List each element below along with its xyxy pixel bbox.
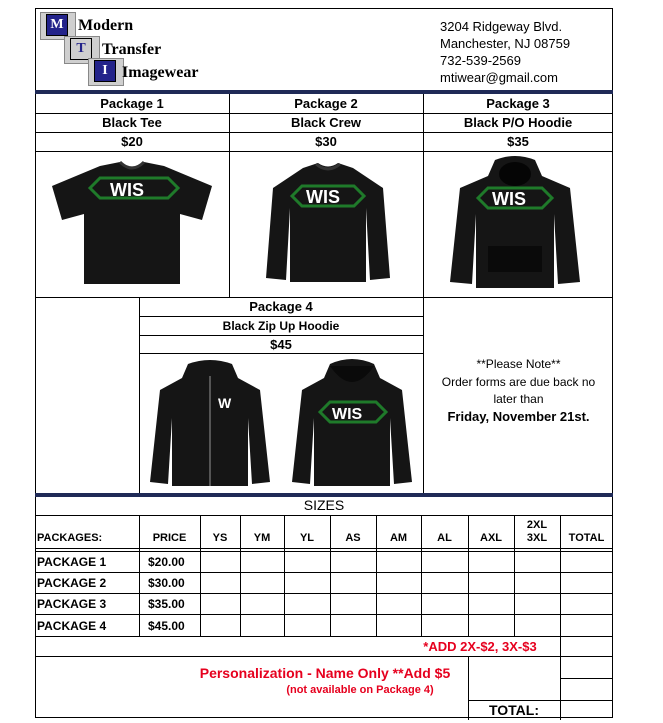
package-4-price: $45 xyxy=(270,337,292,352)
package-3-name: Package 3 xyxy=(486,96,550,111)
row-3-package: PACKAGE 3 xyxy=(37,597,107,611)
note-deadline: Friday, November 21st. xyxy=(447,409,590,424)
logo-letter-t: T xyxy=(70,38,92,60)
package-1-name: Package 1 xyxy=(100,96,164,111)
company-address xyxy=(440,18,570,86)
black-crew-image xyxy=(258,158,398,288)
company-logo xyxy=(40,12,205,87)
divider xyxy=(35,151,613,152)
package-1-print: WIS xyxy=(110,180,144,200)
header-ym: YM xyxy=(253,532,271,544)
personalization-text: Personalization - Name Only **Add $5 xyxy=(199,665,451,681)
divider xyxy=(35,551,613,552)
row-4-package: PACKAGE 4 xyxy=(37,619,107,633)
package-2-price: $30 xyxy=(315,134,337,149)
note-line-2: later than xyxy=(493,392,544,406)
header-packages: PACKAGES: xyxy=(37,532,103,544)
package-3-item: Black P/O Hoodie xyxy=(463,115,573,130)
divider xyxy=(35,614,613,615)
divider xyxy=(35,572,613,573)
package-3-price: $35 xyxy=(507,134,529,149)
address-email: mtiwear@gmail.com xyxy=(440,70,558,85)
note-line-1: Order forms are due back no xyxy=(441,375,596,389)
header-am: AM xyxy=(389,532,408,544)
row-2-package: PACKAGE 2 xyxy=(37,576,107,590)
header-al: AL xyxy=(437,532,452,544)
row-1-package: PACKAGE 1 xyxy=(37,555,107,569)
package-1-price: $20 xyxy=(121,134,143,149)
header-ys: YS xyxy=(212,532,228,544)
row-2-price: $30.00 xyxy=(148,576,185,590)
header-as: AS xyxy=(345,532,361,544)
address-street: 3204 Ridgeway Blvd. xyxy=(440,19,563,34)
black-po-hoodie-image xyxy=(440,154,590,294)
personalization-note: (not available on Package 4) xyxy=(286,684,434,696)
header-yl: YL xyxy=(299,532,315,544)
divider xyxy=(35,515,613,516)
header-price: PRICE xyxy=(152,532,187,544)
note-title: **Please Note** xyxy=(476,357,561,371)
header-axl: AXL xyxy=(480,532,502,544)
package-4-name: Package 4 xyxy=(249,299,313,314)
package-1-item: Black Tee xyxy=(102,115,162,130)
package-2-print: WIS xyxy=(306,187,340,207)
package-3-print: WIS xyxy=(492,189,526,209)
total-label: TOTAL: xyxy=(488,702,540,718)
zip-hoodie-front-image xyxy=(148,358,273,488)
black-tee-image xyxy=(40,158,225,288)
size-surcharge: *ADD 2X-$2, 3X-$3 xyxy=(423,639,537,654)
logo-letter-i: I xyxy=(94,60,116,82)
header-total: TOTAL xyxy=(568,532,605,544)
address-phone: 732-539-2569 xyxy=(440,53,521,68)
row-3-price: $35.00 xyxy=(148,597,185,611)
divider xyxy=(35,548,613,549)
logo-word-imagewear: Imagewear xyxy=(122,64,199,81)
divider xyxy=(35,593,613,594)
row-4-price: $45.00 xyxy=(148,619,185,633)
package-4-print-back: WIS xyxy=(332,406,363,423)
address-city: Manchester, NJ 08759 xyxy=(440,36,571,51)
row-1-price: $20.00 xyxy=(148,555,185,569)
divider xyxy=(468,700,613,701)
sizes-title: SIZES xyxy=(303,497,345,513)
divider xyxy=(35,656,613,657)
logo-word-transfer: Transfer xyxy=(102,41,162,58)
logo-word-modern: Modern xyxy=(78,17,134,34)
header-2xl: 2XL xyxy=(526,519,548,531)
logo-letter-m: M xyxy=(46,14,68,36)
package-2-name: Package 2 xyxy=(294,96,358,111)
package-2-item: Black Crew xyxy=(290,115,362,130)
package-4-print-front: W xyxy=(218,395,232,411)
header-3xl: 3XL xyxy=(526,532,548,544)
package-4-item: Black Zip Up Hoodie xyxy=(222,319,340,333)
zip-hoodie-back-image xyxy=(290,358,415,488)
divider xyxy=(560,515,561,720)
divider xyxy=(560,678,613,679)
